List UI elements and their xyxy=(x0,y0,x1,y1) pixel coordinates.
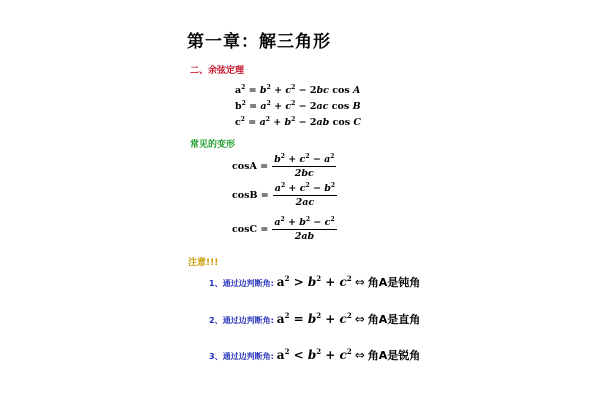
note-obtuse xyxy=(209,274,420,290)
law-of-cosines-c: $c^2 = a^2 + b^2 - 2ab$ cos C xyxy=(235,116,361,128)
cos-b-label: cosB = xyxy=(232,189,269,201)
note-label: 2、通过边判断角: xyxy=(209,316,274,325)
law-of-cosines-b: $b^2 = a^2 + c^2 - 2ac$ cos B xyxy=(235,100,361,112)
note-label: 3、通过边判断角: xyxy=(209,352,274,361)
cos-c-label: cosC = xyxy=(232,223,269,235)
iff-symbol: ⇔ xyxy=(354,275,365,289)
law-of-cosines-a: $a^2 = b^2 + c^2 - 2bc$ cos A xyxy=(235,84,361,96)
note-right xyxy=(209,311,420,327)
iff-symbol: ⇔ xyxy=(354,312,365,326)
note-title: 注意!!! xyxy=(188,258,219,268)
note-inequality: $a^2 > b^2 + c^2$ xyxy=(276,274,352,289)
chapter-title: 第一章：解三角形 xyxy=(187,32,331,52)
cos-b-fraction: $\frac{a^2 + c^2 - b^2}{2ac}$ xyxy=(274,182,336,208)
cos-b-formula xyxy=(232,182,337,208)
note-label: 1、通过边判断角: xyxy=(209,279,274,288)
cos-a-fraction: $\frac{b^2 + c^2 - a^2}{2bc}$ xyxy=(274,153,335,179)
note-equation: $a^2 = b^2 + c^2$ xyxy=(276,311,352,326)
note-inequality: $a^2 < b^2 + c^2$ xyxy=(276,347,352,362)
note-conclusion: 角A是锐角 xyxy=(367,349,421,362)
variants-title: 常见的变形 xyxy=(190,140,236,150)
note-conclusion: 角A是直角 xyxy=(367,313,421,326)
section-title: 二、余弦定理 xyxy=(190,66,245,76)
cos-c-fraction: $\frac{a^2 + b^2 - c^2}{2ab}$ xyxy=(274,216,335,242)
cos-a-label: cosA = xyxy=(232,160,269,172)
iff-symbol: ⇔ xyxy=(354,348,365,362)
note-conclusion: 角A是钝角 xyxy=(367,276,421,289)
note-acute xyxy=(209,347,420,363)
cos-c-formula xyxy=(232,216,337,242)
cos-a-formula xyxy=(232,153,336,179)
